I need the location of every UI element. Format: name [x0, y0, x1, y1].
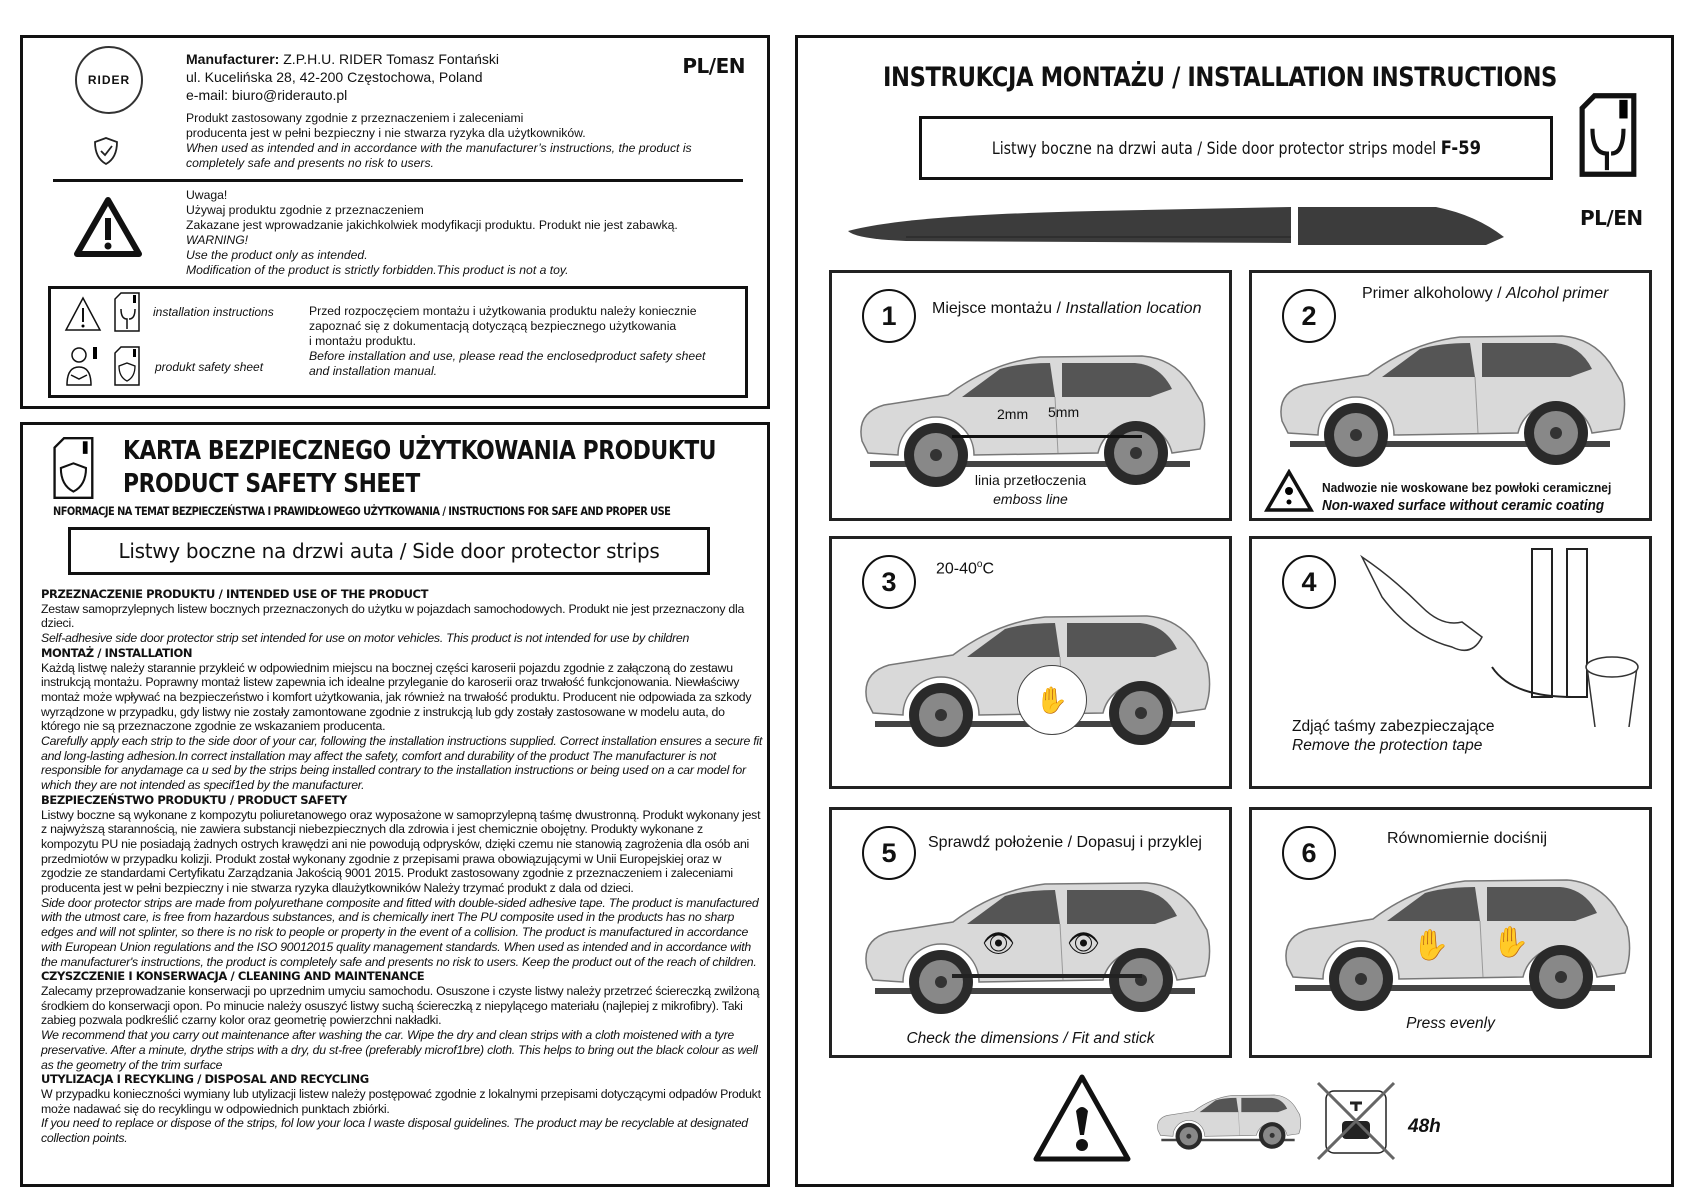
manufacturer-email[interactable]: e-mail: biuro@riderauto.pl [186, 87, 348, 103]
safety-text-en: completely safe and presents no risk to users. [186, 156, 434, 170]
section-heading: MONTAŻ / INSTALLATION [41, 645, 193, 660]
warning-text: Uwaga! [186, 188, 228, 202]
step-number: 4 [1282, 555, 1336, 609]
section-text-pl: Listwy boczne są wykonane z kompozytu poliuretanowego oraz wyposażone w samoprzylepną taśmę dwustronną. Produkt wykonany jest z najwyższą starannością, nie zawiera substancji niebezpiecznych dla zdrowia i jest chemicznie obojętny. Produkty wykonane z kompozytu PU nie posiadają żadnych ostrych krawędzi ani nie powodują odprysków, dzięki czemu nie stanowią zagrożenia dla osób ani przedmiotów w przypadku kolizji. Produkt został wykonany zgodnie z przepisami prawa obowiązującymi w Unii Europejskiej oraz w zgodzie ze standardami Certyfikatu Zarządzania Jakością 9001 2015. Produkt zastosowany zgodnie z przeznaczeniem i zaleceniami producenta jest w pełni bezpieczny i nie stwarza ryzyka dlaużytkowników Należy trzymać produkt z dala od dzieci. [41, 807, 761, 896]
step-label-pl: Równomiernie dociśnij [1387, 830, 1548, 847]
step-label-pl: Sprawdź położenie / Dopasuj i przyklej [928, 834, 1202, 851]
step-number: 1 [862, 289, 916, 343]
warning-icon [1264, 469, 1314, 513]
strip-line [952, 435, 1142, 438]
step-label-en: Check the dimensions / Fit and stick [906, 1030, 1155, 1047]
installation-instructions-label: installation instructions [153, 305, 274, 319]
sheet-subtitle: NFORMACJE NA TEMAT BEZPIECZEŃSTWA I PRAWIDŁOWEGO UŻYTKOWANIA / INSTRUCTIONS FOR SAFE AND PROPER USE [53, 505, 671, 518]
reader-info-icon [63, 345, 103, 387]
step-5 [829, 807, 1232, 1058]
sheet-product-name: Listwy boczne na drzwi auta / Side door protector strips [118, 539, 660, 563]
temperature-range: 20-40$^o$C [936, 559, 995, 578]
read-docs-box [48, 286, 748, 398]
no-car-wash-icon [1316, 1081, 1396, 1161]
car-image [1270, 865, 1640, 1015]
section-text-en: Side door protector strips are made from polyurethane composite and fitted with double-sided adhesive tape. The product is manufactured with the utmost care, is free from hazardous substances, and is chemically inert The PU composite used in the products has no sharp edges and will not splinter, so there is no risk to people or property in the event of a collision. The product is manufactured in accordance with European Union regulations and the ISO 90012015 quality management standards. When used as intended and in accordance with the manufacturer's instructions, the product is completely safe and presents no risk to users. Keep the product out of the reach of children. [41, 895, 759, 969]
warning-text: Zakazane jest wprowadzanie jakichkolwiek modyfikacji produktu. Produkt nie jest zabawką. [186, 218, 678, 232]
section-text-pl: Zalecamy przeprowadzanie konserwacji po uprzednim umyciu samochodu. Osuszone i czyste listwy należy przetrzeć ściereczką zwilżoną środkiem do konserwacji opon. Po minucie należy osuszyć listwy suchą ściereczką z niepylącego materiału (najlepiej z mikrofibry). Taki zabieg pozwala podkreślić czarny kolor oraz geometrię powierzchni nakładki. [41, 983, 760, 1028]
step-label-pl: Zdjąć taśmy zabezpieczające [1292, 718, 1495, 735]
section-text-pl: Każdą listwę należy starannie przykleić w odpowiednim miejscu na bocznej części karoserii pojazdu zgodnie z załączoną do zestawu instrukcją montażu. Poprawny montaż listew zapewnia ich idealne przyleganie do karoserii oraz trwałość funkcjonowania. Niewłaściwy montaż może wpływać na bezpieczeństwo i komfort użytkowania, jak również na trwałość produktu. Producent nie odpowiada za szkody wyrządzone w przypadku, gdy listwy nie zostały zamontowane zgodnie z instrukcją lub gdy zostały zastosowane w modelu auta, do którego nie są przeznaczone zgodnie ze wskazaniem producenta. [41, 660, 752, 734]
press-hand-icon: ✋ [1412, 929, 1450, 962]
section-heading: PRZEZNACZENIE PRODUKTU / INTENDED USE OF THE PRODUCT [41, 587, 429, 601]
warning-text: WARNING! [186, 233, 249, 247]
rider-logo: RIDER [75, 46, 143, 114]
read-docs-text: zapoznać się z dokumentacją dotyczącą bezpiecznego użytkowania [309, 319, 677, 333]
step-label-en: Press evenly [1406, 1015, 1495, 1032]
warning-icon [73, 196, 143, 258]
sheet-title-pl: KARTA BEZPIECZNEGO UŻYTKOWANIA PRODUKTU [123, 436, 717, 466]
section-text-pl: Zestaw samoprzylepnych listew bocznych przeznaczonych do użytku w pojazdach samochodowych. Produkt nie jest przeznaczony dla dzieci. [41, 601, 745, 631]
manufacturer-info-box [20, 35, 770, 409]
shield-check-icon [93, 136, 119, 166]
surface-warning-en: Non-waxed surface without ceramic coating [1322, 497, 1605, 514]
dimension-5mm: 5mm [1048, 404, 1080, 420]
read-docs-text: Przed rozpoczęciem montażu i użytkowania produktu należy koniecznie [309, 304, 697, 318]
section-heading: BEZPIECZEŃSTWO PRODUKTU / PRODUCT SAFETY [41, 792, 347, 807]
eye-icon: 👁 [982, 928, 1016, 958]
safety-text-pl: Produkt zastosowany zgodnie z przeznaczeniem i zaleceniami [186, 111, 524, 125]
instructions-product-name: Listwy boczne na drzwi auta / Side door protector strips model [991, 139, 1441, 158]
strip-line [952, 974, 1142, 978]
instructions-product-box [919, 116, 1553, 180]
peel-tape-illustration [1352, 547, 1642, 727]
step-number: 5 [862, 826, 916, 880]
read-docs-text: and installation manual. [309, 364, 438, 378]
language-badge: PL/EN [1580, 206, 1643, 230]
model-number: F-59 [1440, 137, 1481, 159]
instructions-title: INSTRUKCJA MONTAŻU / INSTALLATION INSTRUCTIONS [883, 62, 1557, 93]
safety-sheet-icon [51, 435, 99, 501]
installation-manual-icon [113, 291, 143, 333]
sheet-product-box [68, 527, 710, 575]
step-label-en: Alcohol primer [1506, 285, 1609, 302]
car-image [1153, 1088, 1303, 1152]
safety-sheet-icon [113, 345, 143, 387]
car-image [840, 341, 1220, 491]
read-docs-text: i montażu produktu. [309, 334, 417, 348]
warning-icon [1032, 1073, 1132, 1163]
step-4 [1249, 536, 1652, 789]
manufacturer-address: ul. Kucelińska 28, 42-200 Częstochowa, Poland [186, 69, 483, 85]
section-text-en: We recommend that you carry out maintenance after washing the car. Wipe the dry and clean strips with a cloth moistened with a tyre preservative. After a minute, drythe strips with a dry, du st-free (preferably microf1bre) cloth. This helps to bring out the black colour as well as the geometry of the trim surface [41, 1028, 758, 1072]
manufacturer-name: Z.P.H.U. RIDER Tomasz Fontański [279, 51, 500, 67]
step-label-en: Remove the protection tape [1292, 737, 1483, 754]
step-3 [829, 536, 1232, 789]
protector-strips-image [846, 201, 1506, 247]
safety-sheet-label: produkt safety sheet [155, 360, 264, 374]
divider [53, 179, 743, 182]
language-badge: PL/EN [682, 54, 745, 78]
step-number: 6 [1282, 826, 1336, 880]
car-image [1260, 321, 1640, 471]
step-1 [829, 270, 1232, 521]
step-label-pl: Miejsce montażu / [932, 300, 1066, 317]
section-text-en: Self-adhesive side door protector strip set intended for use on motor vehicles. This product is not intended for use by children [41, 631, 690, 646]
step-number: 3 [862, 555, 916, 609]
emboss-line-en: emboss line [993, 491, 1068, 507]
section-text-en: Carefully apply each strip to the side door of your car, following the installation instructions supplied. Correct installation ensures a secure fit and long-lasting adhesion.In correct installation may affect the safety, comfort and durability of the product The manufacturer is not responsible for anydamage ca u sed by the strips being installed contrary to the installation instructions or being used on a car model for which they are not intended as specif1ed by the manufacturer. [41, 734, 763, 793]
installation-manual-icon [1578, 90, 1640, 180]
press-hand-icon: ✋ [1492, 926, 1530, 959]
installation-instructions [795, 35, 1674, 1187]
step-number: 2 [1282, 289, 1336, 343]
surface-warning-pl: Nadwozie nie woskowane bez powłoki ceramicznej [1322, 480, 1612, 495]
section-heading: UTYLIZACJA I RECYKLING / DISPOSAL AND RECYCLING [41, 1072, 369, 1087]
emboss-line-pl: linia przetłoczenia [974, 472, 1087, 488]
step-2 [1249, 270, 1652, 521]
section-text-pl: W przypadku konieczności wymiany lub utylizacji listew należy postępować zgodnie z lokalnymi przepisami dotyczącymi odpadów Produkt może nadawać się do recyklingu w odpowiednich punktach zbiórki. [41, 1086, 761, 1116]
safety-text-pl: producenta jest w pełni bezpieczny i nie stwarza ryzyka dla użytkowników. [186, 126, 586, 140]
warning-text: Używaj produktu zgodnie z przeznaczeniem [186, 203, 424, 217]
warning-text: Use the product only as intended. [186, 248, 368, 262]
safety-text-en: When used as intended and in accordance with the manufacturer’s instructions, the product is [186, 141, 692, 155]
car-image [850, 868, 1220, 1018]
warning-outline-icon [63, 295, 103, 333]
step-label-pl: Primer alkoholowy / [1362, 285, 1507, 302]
no-wash-duration: 48h [1408, 1116, 1441, 1137]
step-label-en: Installation location [1065, 300, 1202, 317]
warning-text: Modification of the product is strictly forbidden.This product is not a toy. [186, 263, 569, 277]
section-text-en: If you need to replace or dispose of the strips, fol low your loca l waste disposal guidelines. The product may be recyclable at designated collection points. [41, 1116, 748, 1146]
section-heading: CZYSZCZENIE I KONSERWACJA / CLEANING AND MAINTENANCE [41, 969, 425, 984]
eye-icon: 👁 [1067, 928, 1101, 958]
step-6 [1249, 807, 1652, 1058]
dimension-2mm: 2mm [997, 406, 1029, 422]
read-docs-text: Before installation and use, please read the enclosedproduct safety sheet [309, 349, 706, 363]
heat-gun-icon: ✋ [1017, 665, 1087, 735]
sheet-title-en: PRODUCT SAFETY SHEET [123, 469, 420, 499]
manufacturer-label: Manufacturer: [186, 51, 280, 67]
product-safety-sheet [20, 422, 770, 1187]
